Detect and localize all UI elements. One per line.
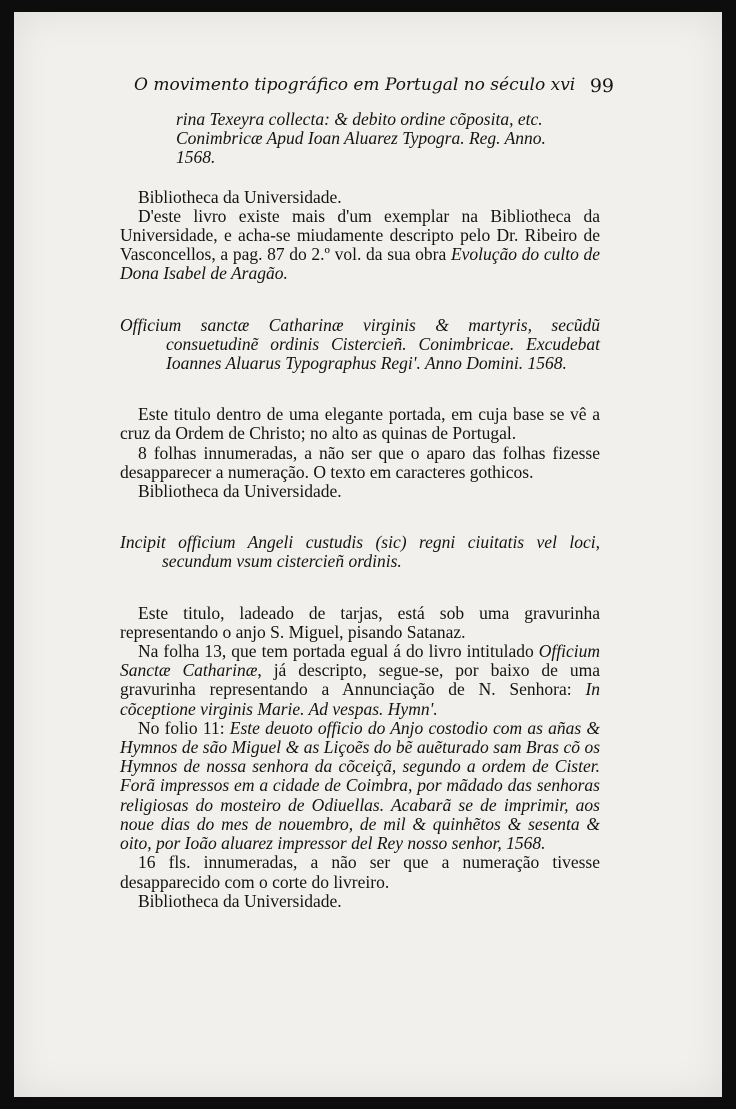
running-header (134, 75, 614, 103)
entry-3-collation: 16 fls. innumeradas, a não ser que a numeração tivesse desapparecido com o corte do livreiro. (120, 852, 600, 892)
entry-3 (120, 533, 600, 911)
entry-3-library: Bibliotheca da Universidade. (138, 890, 342, 911)
entry-2-description: Este titulo dentro de uma elegante portada, em cuja base se vê a cruz da Ordem de Christo; no alto as quinas de Portugal. (120, 404, 600, 444)
entry-1-note-work: Evolução do culto de Dona Isabel de Aragão. (120, 244, 600, 284)
entry-1-title-line-2: Conimbricæ Apud Ioan Aluarez Typogra. Reg. Anno. (176, 128, 546, 149)
running-title: O movimento tipográfico em Portugal no século xvi (134, 75, 576, 95)
entry-3-title: Incipit officium Angeli custudis (sic) regni ciuitatis vel loci, secundum vsum cistercieñ ordinis. (120, 532, 600, 572)
entry-1-library: Bibliotheca da Universidade. (138, 186, 342, 207)
entry-3-hymn: In cõceptione virginis Marie. Ad vespas. Hymn'. (120, 679, 601, 719)
entry-2-library: Bibliotheca da Universidade. (138, 481, 342, 502)
entry-1-title-line-3: 1568. (176, 147, 216, 168)
entry-1-title-line-1: rina Texeyra collecta: & debito ordine cõposita, etc. (176, 109, 543, 129)
entry-3-folio-13: Na folha 13, que tem portada egual á do livro intitulado Officium Sanctæ Catharinæ, já descripto, segue-se, por baixo de uma gravurinha representando a Annunciação de N. Senhora: In cõceptione virginis Marie. Ad vespas. Hymn'. (120, 641, 601, 719)
entry-1 (120, 110, 600, 284)
entry-2 (120, 316, 600, 502)
entry-3-description: Este titulo, ladeado de tarjas, está sob uma gravurinha representando o anjo S. Miguel, pisando Satanaz. (120, 602, 600, 642)
page-number: 99 (589, 75, 614, 97)
entry-3-folio-11: No folio 11: Este deuoto officio do Anjo costodio com as añas & Hymnos de são Miguel & as Liçoẽs do bẽ auẽturado sam Bras cõ os Hymnos de nossa senhora da cõceiçã, segundo a ordem de Cister. Forã impressos em a cidade de Coimbra, por mãdado das senhoras religiosas do mosteiro de Odiuellas. Acabarã se de imprimir, aos noue dias do mes de nouembro, de mil & quinhẽtos & sesenta & oito, por Ioão aluarez impressor del Rey nosso senhor, 1568. (120, 717, 600, 854)
entry-2-title: Officium sanctæ Catharinæ virginis & martyris, secũdũ consuetudinẽ ordinis Cistercieñ. Conimbricae. Excudebat Ioannes Aluarus Typographus Regi'. Anno Domini. 1568. (120, 314, 600, 374)
entry-2-collation: 8 folhas innumeradas, a não ser que o aparo das folhas fizesse desapparecer a numeração. O texto em caracteres gothicos. (120, 442, 600, 482)
page-body (120, 110, 600, 911)
entry-3-colophon: Este deuoto officio do Anjo costodio com as añas & Hymnos de são Miguel & as Liçoẽs do bẽ auẽturado sam Bras cõ os Hymnos de nossa senhora da cõceiçã, segundo a ordem de Cister. Forã impressos em a cidade de Coimbra, por mãdado das senhoras religiosas do mosteiro de Odiuellas. Acabarã se de imprimir, aos noue dias do mes de nouembro, de mil & quinhẽtos & sesenta & oito, por Ioão aluarez impressor del Rey nosso senhor, 1568. (120, 717, 600, 854)
book-page (14, 12, 722, 1097)
entry-1-note: D'este livro existe mais d'um exemplar na Bibliotheca da Universidade, e acha-se miudamente descripto pelo Dr. Ribeiro de Vasconcellos, a pag. 87 do 2.º vol. da sua obra Evolução do culto de Dona Isabel de Aragão. (120, 205, 600, 284)
entry-3-ref-title: Officium Sanctæ Catharinæ (120, 641, 601, 681)
